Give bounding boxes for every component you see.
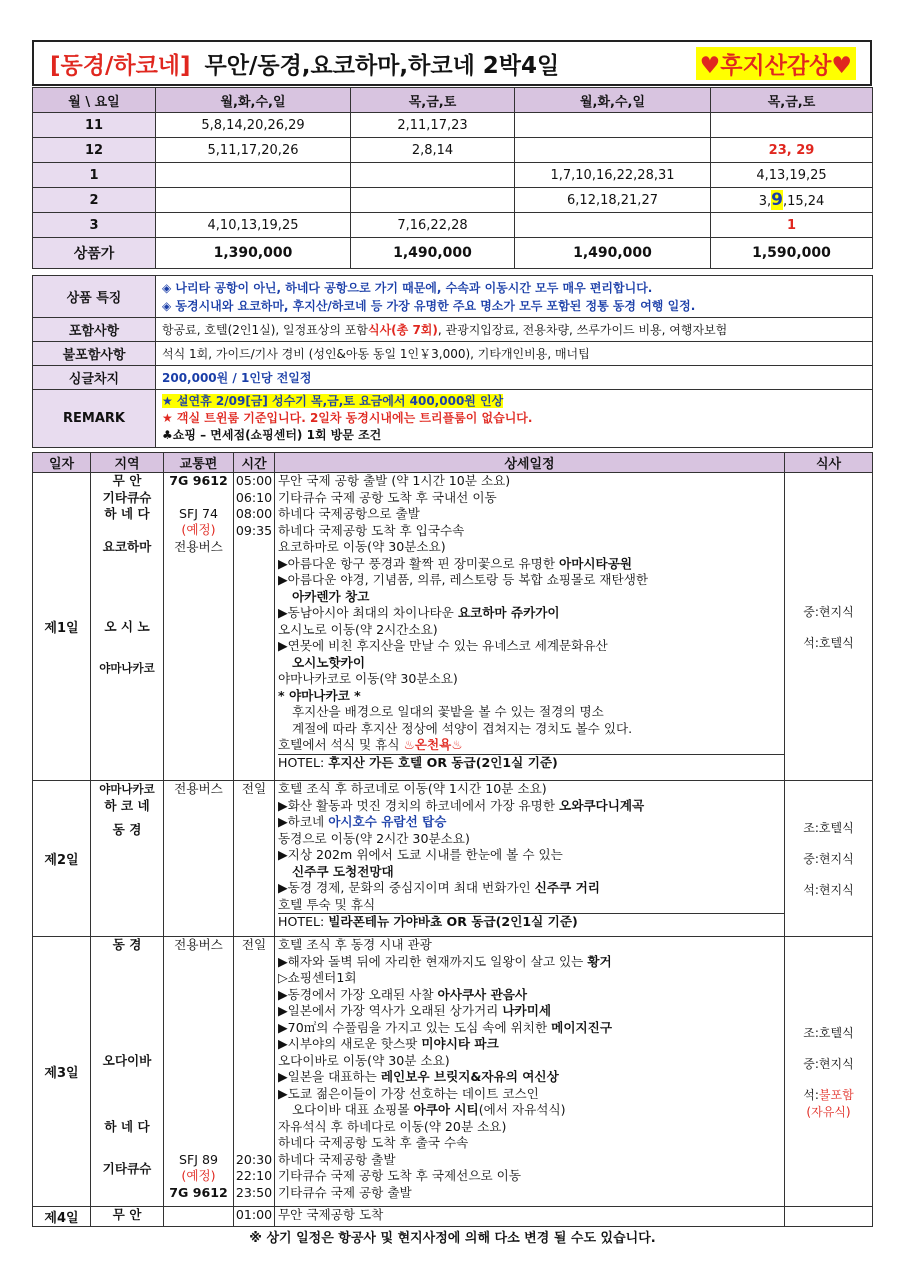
date-cell bbox=[515, 113, 711, 138]
attraction: 오시노핫카이 bbox=[292, 654, 365, 670]
transport-type: 전용버스 bbox=[174, 937, 223, 952]
detail-line: ▷쇼핑센터1회 bbox=[278, 970, 357, 985]
date-cell bbox=[711, 188, 873, 213]
detail-line bbox=[278, 1003, 784, 1020]
region: 요코하마 bbox=[102, 538, 152, 554]
detail-cell bbox=[275, 473, 785, 781]
detail-line: 호텔 조식 후 동경 시내 관광 bbox=[278, 937, 432, 952]
schedule-row bbox=[33, 163, 873, 188]
include-row bbox=[33, 318, 873, 342]
detail-text: ▶동남아시아 최대의 차이나타운 bbox=[278, 605, 458, 620]
hotel-name: 후지산 가든 호텔 OR 동급(2인1실 기준) bbox=[328, 754, 558, 770]
time: 20:30 bbox=[235, 1151, 273, 1167]
detail-line bbox=[278, 605, 784, 622]
detail-line bbox=[278, 1102, 784, 1119]
meal: 조:호텔식 bbox=[803, 1025, 854, 1040]
header-cell: 월 \ 요일 bbox=[33, 88, 156, 113]
exclude-value: 석식 1회, 가이드/기사 경비 (성인&아동 동일 1인￥3,000), 기타개인비용, 매너팁 bbox=[156, 342, 873, 366]
hotel-prefix: HOTEL: bbox=[278, 754, 329, 770]
meal bbox=[785, 1086, 872, 1103]
title-main: 무안/동경,요코하마,하코네 2박4일 bbox=[204, 52, 560, 79]
transport-type: 전용버스 bbox=[174, 781, 223, 796]
time-cell bbox=[234, 781, 275, 937]
detail-line: 하네다 국제공항으로 출발 bbox=[278, 506, 420, 521]
attraction: 메이지진구 bbox=[551, 1019, 612, 1035]
date-cell: 4,10,13,19,25 bbox=[156, 213, 351, 238]
title-tag: [동경/하코네] bbox=[50, 52, 191, 79]
schedule-row bbox=[33, 138, 873, 163]
time: 23:50 bbox=[235, 1184, 273, 1200]
detail-text: ▶화산 활동과 멋진 경치의 하코네에서 가장 유명한 bbox=[278, 797, 560, 813]
region: 하 코 네 bbox=[104, 797, 150, 813]
meal: 조:호텔식 bbox=[803, 821, 854, 835]
flight-status: (예정) bbox=[181, 522, 216, 537]
region-cell bbox=[91, 1207, 164, 1227]
detail-line bbox=[278, 814, 784, 831]
time: 09:35 bbox=[235, 522, 273, 538]
month-cell: 1 bbox=[33, 163, 156, 188]
region: 야마나카코 bbox=[99, 782, 155, 796]
region: 야마나카코 bbox=[99, 660, 155, 675]
highlighted-date: 9 bbox=[771, 190, 783, 210]
day-label: 제3일 bbox=[33, 937, 91, 1207]
detail-text: ▶해자와 돌벽 뒤에 자리한 현재까지도 일왕이 살고 있는 bbox=[278, 953, 588, 969]
hotel-prefix: HOTEL: bbox=[278, 914, 329, 929]
attraction: 황거 bbox=[587, 953, 612, 969]
detail-text: ▶일본에서 가장 역사가 오래된 상가거리 bbox=[278, 1003, 503, 1018]
schedule-row bbox=[33, 188, 873, 213]
include-text: 항공료, 호텔(2인1실), 일정표상의 포함 bbox=[162, 323, 368, 337]
detail-line: 오다이바로 이동(약 30분 소요) bbox=[278, 1052, 450, 1068]
detail-line: 하네다 국제공항 도착 후 입국수속 bbox=[278, 522, 465, 538]
detail-text: ▶일본을 대표하는 bbox=[278, 1069, 381, 1084]
onsen-badge: ♨온천욕♨ bbox=[403, 737, 463, 752]
detail-line bbox=[278, 737, 784, 754]
attraction: 나카미세 bbox=[502, 1003, 552, 1018]
time: 08:00 bbox=[235, 506, 273, 521]
include-value bbox=[156, 318, 873, 342]
detail-line: 기타큐슈 국제 공항 도착 후 국제선으로 이동 bbox=[278, 1168, 521, 1183]
date-cell bbox=[711, 113, 873, 138]
remark-line: ♣쇼핑 – 면세점(쇼핑센터) 1회 방문 조건 bbox=[162, 428, 382, 442]
hotel-line bbox=[278, 754, 784, 772]
detail-cell bbox=[275, 1207, 785, 1227]
transport-cell bbox=[164, 473, 234, 781]
detail-line: 오시노로 이동(약 2시간소요) bbox=[278, 621, 438, 637]
remark-label: REMARK bbox=[33, 390, 156, 448]
day-label: 제1일 bbox=[33, 473, 91, 781]
month-cell: 11 bbox=[33, 113, 156, 138]
meal-note: (자유식) bbox=[806, 1104, 851, 1119]
header-cell: 목,금,토 bbox=[351, 88, 515, 113]
date-cell: 2,11,17,23 bbox=[351, 113, 515, 138]
detail-line bbox=[278, 880, 784, 897]
remark-line bbox=[162, 393, 866, 410]
schedule-row bbox=[33, 113, 873, 138]
header-cell: 목,금,토 bbox=[711, 88, 873, 113]
attraction: 오와쿠다니계곡 bbox=[559, 797, 645, 813]
header-cell: 월,화,수,일 bbox=[156, 88, 351, 113]
detail-line: 계절에 따라 후지산 정상에 석양이 겹쳐지는 경치도 볼수 있다. bbox=[292, 720, 633, 736]
month-cell: 2 bbox=[33, 188, 156, 213]
meal-count: 식사(총 7회) bbox=[368, 323, 438, 337]
detail-text: ▶동경 경제, 문화의 중심지이며 최대 번화가인 bbox=[278, 880, 535, 895]
header-cell: 일자 bbox=[33, 453, 91, 473]
include-text: , 관광지입장료, 전용차량, 쓰루가이드 비용, 여행자보험 bbox=[437, 323, 728, 337]
detail-line: 무안 국제공항 도착 bbox=[278, 1207, 384, 1222]
time: 전일 bbox=[241, 937, 267, 952]
day-row bbox=[33, 937, 873, 1207]
date-cell: 7,16,22,28 bbox=[351, 213, 515, 238]
detail-text: ▶아름다운 항구 풍경과 활짝 핀 장미꽃으로 유명한 bbox=[278, 555, 560, 571]
footnote: ※ 상기 일정은 항공사 및 현지사정에 의해 다소 변경 될 수도 있습니다. bbox=[249, 1231, 656, 1246]
region-cell bbox=[91, 937, 164, 1207]
detail-line: ▶지상 202m 위에서 도쿄 시내를 한눈에 볼 수 있는 bbox=[278, 847, 563, 862]
detail-line: ▶연못에 비친 후지산을 만날 수 있는 유네스코 세계문화유산 bbox=[278, 638, 608, 653]
feature-line: ◈ 나리타 공항이 아닌, 하네다 공항으로 가기 때문에, 수속과 이동시간 모두 매우 편리합니다. bbox=[162, 280, 653, 295]
remark-highlight: ★ 설연휴 2/09[금] 성수기 목,금,토 요금에서 400,000원 인상 bbox=[162, 394, 504, 408]
time-cell bbox=[234, 937, 275, 1207]
date-text: 3, bbox=[758, 194, 772, 209]
remark-row bbox=[33, 390, 873, 448]
date-text: ,15,24 bbox=[782, 194, 825, 209]
date-cell: 5,8,14,20,26,29 bbox=[156, 113, 351, 138]
header-cell: 월,화,수,일 bbox=[515, 88, 711, 113]
region: 무 안 bbox=[112, 473, 142, 488]
detail-line: 호텔 조식 후 하코네로 이동(약 1시간 10분 소요) bbox=[278, 781, 547, 796]
attraction: 레인보우 브릿지&자유의 여신상 bbox=[380, 1069, 559, 1084]
date-cell: 5,11,17,20,26 bbox=[156, 138, 351, 163]
time: 전일 bbox=[241, 781, 267, 796]
region: 하 네 다 bbox=[104, 506, 150, 521]
region: 기타큐슈 bbox=[102, 1160, 152, 1176]
detail-line: 호텔 투숙 및 휴식 bbox=[278, 896, 376, 912]
date-cell: 2,8,14 bbox=[351, 138, 515, 163]
region: 오다이바 bbox=[102, 1052, 152, 1068]
single-charge-row bbox=[33, 366, 873, 390]
remark-value bbox=[156, 390, 873, 448]
day-row bbox=[33, 1207, 873, 1227]
region-cell bbox=[91, 473, 164, 781]
flight-number: SFJ 74 bbox=[179, 505, 218, 521]
detail-line: ▶도쿄 젊은이들이 가장 선호하는 데이트 코스인 bbox=[278, 1085, 539, 1101]
detail-line bbox=[278, 987, 784, 1004]
day-row bbox=[33, 473, 873, 781]
region: 하 네 다 bbox=[104, 1119, 150, 1134]
meal-cell bbox=[785, 1207, 873, 1227]
transport-cell bbox=[164, 1207, 234, 1227]
meal: 석:호텔식 bbox=[803, 635, 854, 650]
hotel-name: 빌라폰테뉴 가야바쵸 OR 동급(2인1실 기준) bbox=[328, 914, 578, 929]
feature-line: ◈ 동경시내와 요코하마, 후지산/하코네 등 가장 유명한 주요 명소가 모두 포함된 정통 동경 여행 일정. bbox=[162, 298, 696, 313]
meal-excluded: 불포함 bbox=[818, 1087, 854, 1102]
date-cell bbox=[515, 138, 711, 163]
attraction: 아마시타공원 bbox=[559, 555, 633, 571]
detail-cell bbox=[275, 781, 785, 937]
detail-line: 무안 국제 공항 출발 (약 1시간 10분 소요) bbox=[278, 473, 511, 488]
date-cell: 6,12,18,21,27 bbox=[515, 188, 711, 213]
date-cell: 1,7,10,16,22,28,31 bbox=[515, 163, 711, 188]
month-cell: 3 bbox=[33, 213, 156, 238]
product-info-table bbox=[32, 275, 873, 448]
attraction: 아사쿠사 관음사 bbox=[437, 986, 528, 1002]
detail-line: 기타큐슈 국제 공항 도착 후 국내선 이동 bbox=[278, 489, 497, 505]
price-cell: 1,590,000 bbox=[711, 238, 873, 269]
meal-cell bbox=[785, 937, 873, 1207]
detail-text: ▶동경에서 가장 오래된 사찰 bbox=[278, 986, 438, 1002]
detail-line: 야마나카코로 이동(약 30분소요) bbox=[278, 671, 458, 686]
region-cell bbox=[91, 781, 164, 937]
schedule-header-row bbox=[33, 88, 873, 113]
detail-line: * 야마나카코 * bbox=[278, 687, 361, 703]
detail-text: 오다이바 대표 쇼핑몰 bbox=[292, 1102, 414, 1117]
detail-line bbox=[278, 954, 784, 971]
date-cell: 4,13,19,25 bbox=[711, 163, 873, 188]
flight-number: 7G 9612 bbox=[169, 1184, 228, 1200]
transport-type: 전용버스 bbox=[174, 538, 223, 554]
header-cell: 식사 bbox=[785, 453, 873, 473]
flight-number: SFJ 89 bbox=[179, 1151, 218, 1167]
detail-text: 호텔에서 석식 및 휴식 bbox=[278, 737, 404, 752]
date-cell bbox=[351, 163, 515, 188]
date-cell bbox=[156, 163, 351, 188]
month-cell: 12 bbox=[33, 138, 156, 163]
region: 오 시 노 bbox=[104, 619, 150, 634]
flight-status: (예정) bbox=[181, 1168, 216, 1183]
detail-cell bbox=[275, 937, 785, 1207]
detail-line bbox=[278, 1069, 784, 1086]
day-row bbox=[33, 781, 873, 937]
detail-line bbox=[278, 556, 784, 573]
feature-value bbox=[156, 276, 873, 318]
attraction: 아카렌가 창고 bbox=[292, 588, 370, 604]
price-cell: 1,390,000 bbox=[156, 238, 351, 269]
date-cell: 23, 29 bbox=[711, 138, 873, 163]
detail-line: 후지산을 배경으로 일대의 꽃밭을 볼 수 있는 절경의 명소 bbox=[292, 704, 604, 719]
detail-line bbox=[278, 1036, 784, 1053]
meal: 중:현지식 bbox=[803, 852, 854, 866]
attraction: 미야시타 파크 bbox=[421, 1036, 499, 1051]
attraction: 신주쿠 거리 bbox=[534, 880, 600, 895]
attraction: 요코하마 쥬카가이 bbox=[457, 605, 560, 620]
region: 동 경 bbox=[112, 822, 142, 837]
transport-cell bbox=[164, 937, 234, 1207]
meal: 석:현지식 bbox=[803, 883, 854, 897]
attraction: 신주쿠 도청전망대 bbox=[292, 863, 394, 879]
title-highlight: ♥후지산감상♥ bbox=[696, 47, 856, 80]
attraction: 아시호수 유람선 탑승 bbox=[328, 814, 447, 829]
detail-line: 자유석식 후 하네다로 이동(약 20분 소요) bbox=[278, 1118, 507, 1134]
price-cell: 1,490,000 bbox=[351, 238, 515, 269]
header-cell: 시간 bbox=[234, 453, 275, 473]
header-cell: 지역 bbox=[91, 453, 164, 473]
single-charge-value: 200,000원 / 1인당 전일정 bbox=[156, 366, 873, 390]
time-cell bbox=[234, 1207, 275, 1227]
detail-text: (에서 자유석식) bbox=[478, 1102, 566, 1117]
time: 22:10 bbox=[235, 1168, 273, 1183]
schedule-row bbox=[33, 213, 873, 238]
meal-cell bbox=[785, 473, 873, 781]
detail-line: 하네다 국제공항 도착 후 출국 수속 bbox=[278, 1135, 469, 1150]
exclude-row bbox=[33, 342, 873, 366]
remark-line: ★ 객실 트윈룸 기준입니다. 2일차 동경시내에는 트리플룸이 없습니다. bbox=[162, 411, 533, 425]
itinerary-header-row bbox=[33, 453, 873, 473]
time-cell bbox=[234, 473, 275, 781]
detail-line: 동경으로 이동(약 2시간 30분소요) bbox=[278, 830, 470, 846]
document-title bbox=[32, 40, 872, 86]
time: 01:00 bbox=[235, 1207, 273, 1222]
date-cell bbox=[156, 188, 351, 213]
date-cell bbox=[351, 188, 515, 213]
transport-cell bbox=[164, 781, 234, 937]
day-label: 제4일 bbox=[33, 1207, 91, 1227]
date-cell bbox=[515, 213, 711, 238]
meal: 중:현지식 bbox=[803, 1056, 854, 1071]
meal-cell bbox=[785, 781, 873, 937]
detail-line: 요코하마로 이동(약 30분소요) bbox=[278, 539, 446, 554]
region: 기타큐슈 bbox=[102, 489, 152, 505]
header-cell: 교통편 bbox=[164, 453, 234, 473]
itinerary-table bbox=[32, 452, 873, 1227]
detail-text: ▶70㎡의 수풀림을 가지고 있는 도심 속에 위치한 bbox=[278, 1019, 552, 1035]
header-cell: 상세일정 bbox=[275, 453, 785, 473]
detail-text: ▶시부야의 새로운 핫스팟 bbox=[278, 1036, 422, 1051]
hotel-line bbox=[278, 913, 784, 931]
day-label: 제2일 bbox=[33, 781, 91, 937]
meal: 중:현지식 bbox=[803, 604, 854, 619]
date-cell: 1 bbox=[711, 213, 873, 238]
region: 동 경 bbox=[112, 937, 142, 952]
price-cell: 1,490,000 bbox=[515, 238, 711, 269]
feature-label: 상품 특징 bbox=[33, 276, 156, 318]
include-label: 포함사항 bbox=[33, 318, 156, 342]
feature-row bbox=[33, 276, 873, 318]
time: 05:00 bbox=[235, 473, 273, 488]
meal-prefix: 석: bbox=[803, 1087, 819, 1102]
region: 무 안 bbox=[112, 1207, 142, 1222]
price-label: 상품가 bbox=[33, 238, 156, 269]
detail-line bbox=[278, 1020, 784, 1037]
price-row bbox=[33, 238, 873, 269]
departure-schedule-table bbox=[32, 87, 873, 269]
detail-line: 기타큐슈 국제 공항 출발 bbox=[278, 1184, 412, 1200]
single-charge-label: 싱글차지 bbox=[33, 366, 156, 390]
detail-line: 하네다 국제공항 출발 bbox=[278, 1151, 396, 1167]
detail-line bbox=[278, 798, 784, 815]
attraction: 아쿠아 시티 bbox=[413, 1102, 479, 1117]
detail-line: ▶아름다운 야경, 기념품, 의류, 레스토랑 등 복합 쇼핑몰로 재탄생한 bbox=[278, 572, 649, 587]
detail-text: ▶하코네 bbox=[278, 814, 329, 829]
flight-number: 7G 9612 bbox=[169, 473, 228, 488]
exclude-label: 불포함사항 bbox=[33, 342, 156, 366]
time: 06:10 bbox=[235, 489, 273, 505]
